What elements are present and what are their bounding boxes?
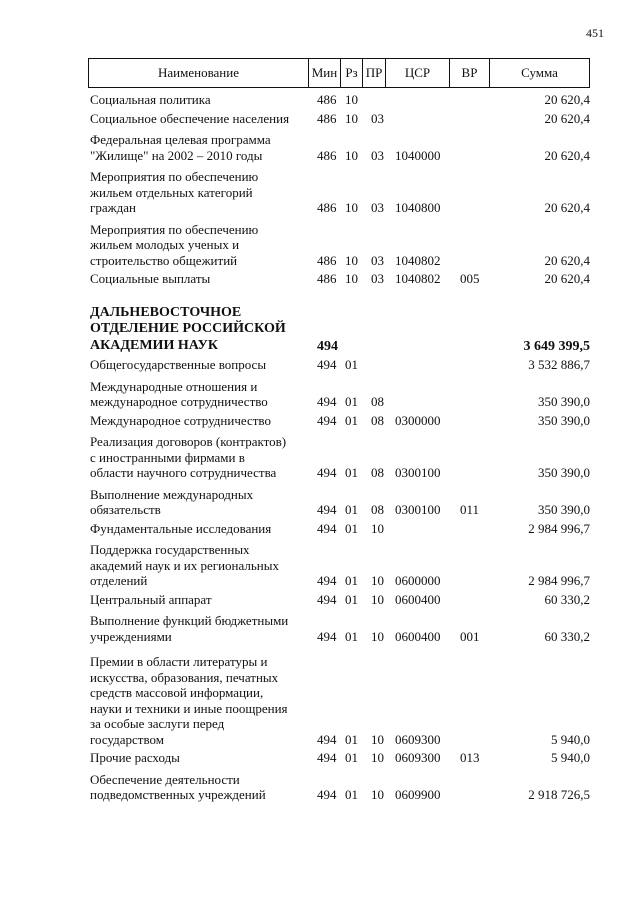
cell-pr: 08 (371, 394, 384, 409)
cell-pr: 03 (371, 147, 384, 163)
row-name-line: Прочие расходы (90, 750, 180, 765)
cell-pr: 10 (371, 731, 384, 747)
cell-sum: 350 390,0 (538, 394, 590, 409)
row-name (90, 92, 308, 108)
table-row (90, 92, 590, 108)
cell-min: 494 (317, 787, 337, 802)
row-name-line: Социальная политика (90, 92, 211, 107)
cell-min: 494 (317, 750, 337, 765)
row-name-line: искусства, образования, печатных (90, 669, 279, 685)
cell-min: 494 (317, 628, 337, 644)
cell-csr: 0609900 (395, 787, 441, 802)
table-row (90, 357, 590, 373)
cell-vr: 005 (460, 271, 480, 286)
header-rz: Рз (340, 59, 362, 87)
cell-sum: 20 620,4 (544, 147, 590, 163)
table-row (90, 413, 590, 429)
table-row (90, 169, 590, 216)
row-name-line: науки и техники и иные поощрения (90, 700, 288, 716)
table-row (90, 487, 590, 518)
row-name (90, 654, 308, 747)
cell-min: 486 (317, 147, 337, 163)
row-name-line: Реализация договоров (контрактов) (90, 434, 287, 449)
cell-rz: 10 (345, 252, 358, 268)
table-header (88, 58, 590, 88)
cell-pr: 10 (371, 520, 384, 536)
cell-rz: 01 (345, 731, 358, 747)
row-name-line: Мероприятия по обеспечению (90, 169, 259, 184)
cell-rz: 10 (345, 200, 358, 215)
row-name (90, 772, 308, 803)
cell-sum: 20 620,4 (544, 110, 590, 126)
row-name-line: АКАДЕМИИ НАУК (90, 337, 219, 353)
row-name-line: Международные отношения и (90, 378, 258, 394)
cell-vr: 013 (460, 750, 480, 765)
row-name-line: строительство общежитий (90, 252, 238, 268)
cell-csr: 0300100 (395, 465, 441, 480)
table-row (90, 271, 590, 287)
cell-min: 486 (317, 200, 337, 215)
cell-pr: 10 (371, 573, 384, 588)
cell-rz: 10 (345, 147, 358, 163)
row-name-line: Социальное обеспечение населения (90, 110, 290, 126)
row-name-line: ОТДЕЛЕНИЕ РОССИЙСКОЙ (90, 321, 286, 336)
row-name-line: Выполнение международных (90, 486, 254, 502)
cell-rz: 01 (345, 573, 358, 588)
cell-sum: 20 620,4 (544, 252, 590, 268)
row-name-line: Премии в области литературы и (90, 654, 268, 669)
row-name-line: отделений (90, 573, 148, 588)
cell-sum: 2 984 996,7 (528, 520, 590, 536)
cell-sum: 60 330,2 (544, 591, 590, 607)
row-name (90, 222, 308, 269)
row-name-line: области научного сотрудничества (90, 465, 277, 480)
row-name-line: жильем молодых ученых и (90, 237, 240, 252)
row-name (90, 379, 308, 410)
row-name-line: граждан (90, 200, 136, 215)
cell-pr: 08 (371, 465, 384, 480)
cell-csr: 0300100 (395, 502, 441, 517)
cell-pr: 03 (371, 271, 384, 286)
row-name (90, 413, 308, 429)
cell-rz: 01 (345, 465, 358, 480)
cell-sum: 3 649 399,5 (523, 338, 590, 354)
row-name (90, 487, 308, 518)
cell-csr: 0600000 (395, 573, 441, 588)
cell-rz: 01 (345, 502, 358, 517)
cell-rz: 01 (345, 750, 358, 765)
row-name-line: учреждениями (90, 628, 172, 644)
row-name-line: "Жилище" на 2002 – 2010 годы (90, 147, 263, 163)
cell-min: 486 (317, 110, 337, 126)
cell-sum: 20 620,4 (544, 200, 590, 215)
cell-sum: 3 532 886,7 (528, 357, 590, 372)
row-name-line: Обеспечение деятельности (90, 771, 240, 787)
row-name (90, 613, 308, 644)
cell-csr: 0600400 (395, 628, 441, 644)
row-name (90, 750, 308, 766)
cell-csr: 1040000 (395, 147, 441, 163)
cell-rz: 01 (345, 591, 358, 607)
table-row (90, 772, 590, 803)
row-name-line: жильем отдельных категорий (90, 184, 253, 200)
cell-pr: 10 (371, 787, 384, 802)
cell-sum: 5 940,0 (551, 731, 590, 747)
cell-sum: 350 390,0 (538, 465, 590, 480)
cell-rz: 01 (345, 520, 358, 536)
section-row (90, 305, 590, 355)
cell-sum: 60 330,2 (544, 628, 590, 644)
cell-min: 494 (317, 465, 337, 480)
row-name-line: Международное сотрудничество (90, 412, 271, 428)
header-sum: Сумма (489, 59, 589, 87)
cell-min: 494 (317, 573, 337, 588)
cell-csr: 0609300 (395, 731, 441, 747)
table-row (90, 222, 590, 269)
table-row (90, 379, 590, 410)
row-name (90, 132, 308, 163)
cell-pr: 10 (371, 750, 384, 765)
row-name-line: государством (90, 731, 164, 747)
header-vr: ВР (449, 59, 489, 87)
cell-pr: 08 (371, 502, 384, 517)
row-name-line: Поддержка государственных (90, 542, 250, 557)
cell-pr: 10 (371, 628, 384, 644)
header-min: Мин (308, 59, 340, 87)
cell-csr: 1040800 (395, 200, 441, 215)
cell-rz: 10 (345, 271, 358, 286)
table-body (90, 92, 590, 803)
cell-min: 486 (317, 252, 337, 268)
row-name-line: средств массовой информации, (90, 685, 264, 700)
cell-rz: 01 (345, 787, 358, 802)
row-name-line: ДАЛЬНЕВОСТОЧНОЕ (90, 304, 242, 320)
cell-sum: 20 620,4 (544, 271, 590, 286)
table-row (90, 592, 590, 608)
row-name (90, 357, 308, 373)
cell-sum: 2 984 996,7 (528, 573, 590, 588)
cell-csr: 0609300 (395, 750, 441, 765)
cell-min: 494 (317, 338, 338, 354)
cell-pr: 03 (371, 200, 384, 215)
table-row (90, 654, 590, 747)
table-row (90, 521, 590, 537)
cell-pr: 08 (371, 412, 384, 428)
cell-rz: 01 (345, 357, 358, 372)
cell-min: 486 (317, 271, 337, 286)
row-name (90, 169, 308, 216)
cell-rz: 01 (345, 394, 358, 409)
header-pr: ПР (362, 59, 385, 87)
row-name-line: за особые заслуги перед (90, 716, 225, 731)
cell-sum: 20 620,4 (544, 92, 590, 107)
header-name: Наименование (158, 65, 239, 80)
cell-csr: 0300000 (395, 412, 441, 428)
cell-min: 494 (317, 731, 337, 747)
cell-csr: 1040802 (395, 271, 441, 286)
cell-min: 494 (317, 357, 337, 372)
row-name (90, 305, 308, 355)
row-name (90, 521, 308, 537)
cell-sum: 350 390,0 (538, 502, 590, 517)
cell-vr: 001 (460, 628, 480, 644)
row-name-line: Фундаментальные исследования (90, 520, 272, 536)
cell-min: 494 (317, 394, 337, 409)
row-name-line: Федеральная целевая программа (90, 132, 271, 147)
table-row (90, 111, 590, 127)
cell-sum: 350 390,0 (538, 412, 590, 428)
cell-pr: 03 (371, 110, 384, 126)
row-name (90, 111, 308, 127)
row-name-line: Выполнение функций бюджетными (90, 613, 289, 628)
row-name-line: Центральный аппарат (90, 591, 212, 607)
row-name (90, 434, 308, 481)
table-row (90, 613, 590, 644)
table-row (90, 132, 590, 163)
row-name (90, 542, 308, 589)
table-row (90, 750, 590, 766)
row-name-line: подведомственных учреждений (90, 787, 266, 802)
cell-csr: 1040802 (395, 252, 441, 268)
row-name (90, 271, 308, 287)
cell-min: 494 (317, 520, 337, 536)
row-name-line: академий наук и их региональных (90, 557, 279, 573)
row-name (90, 592, 308, 608)
row-name-line: Социальные выплаты (90, 271, 211, 286)
cell-min: 494 (317, 412, 337, 428)
header-csr: ЦСР (385, 59, 449, 87)
row-name-line: Мероприятия по обеспечению (90, 221, 259, 237)
cell-pr: 03 (371, 252, 384, 268)
cell-sum: 2 918 726,5 (528, 787, 590, 802)
row-name-line: обязательств (90, 502, 161, 517)
cell-min: 486 (317, 92, 337, 107)
row-name-line: международное сотрудничество (90, 394, 268, 409)
cell-rz: 01 (345, 628, 358, 644)
table-row (90, 434, 590, 481)
row-name-line: Общегосударственные вопросы (90, 357, 267, 372)
cell-min: 494 (317, 591, 337, 607)
cell-rz: 10 (345, 92, 358, 107)
cell-min: 494 (317, 502, 337, 517)
cell-vr: 011 (460, 502, 480, 517)
cell-pr: 10 (371, 591, 384, 607)
cell-csr: 0600400 (395, 591, 441, 607)
cell-rz: 10 (345, 110, 358, 126)
cell-rz: 01 (345, 412, 358, 428)
table-row (90, 542, 590, 589)
row-name-line: с иностранными фирмами в (90, 449, 245, 465)
page-number: 451 (586, 26, 604, 40)
cell-sum: 5 940,0 (551, 750, 590, 765)
